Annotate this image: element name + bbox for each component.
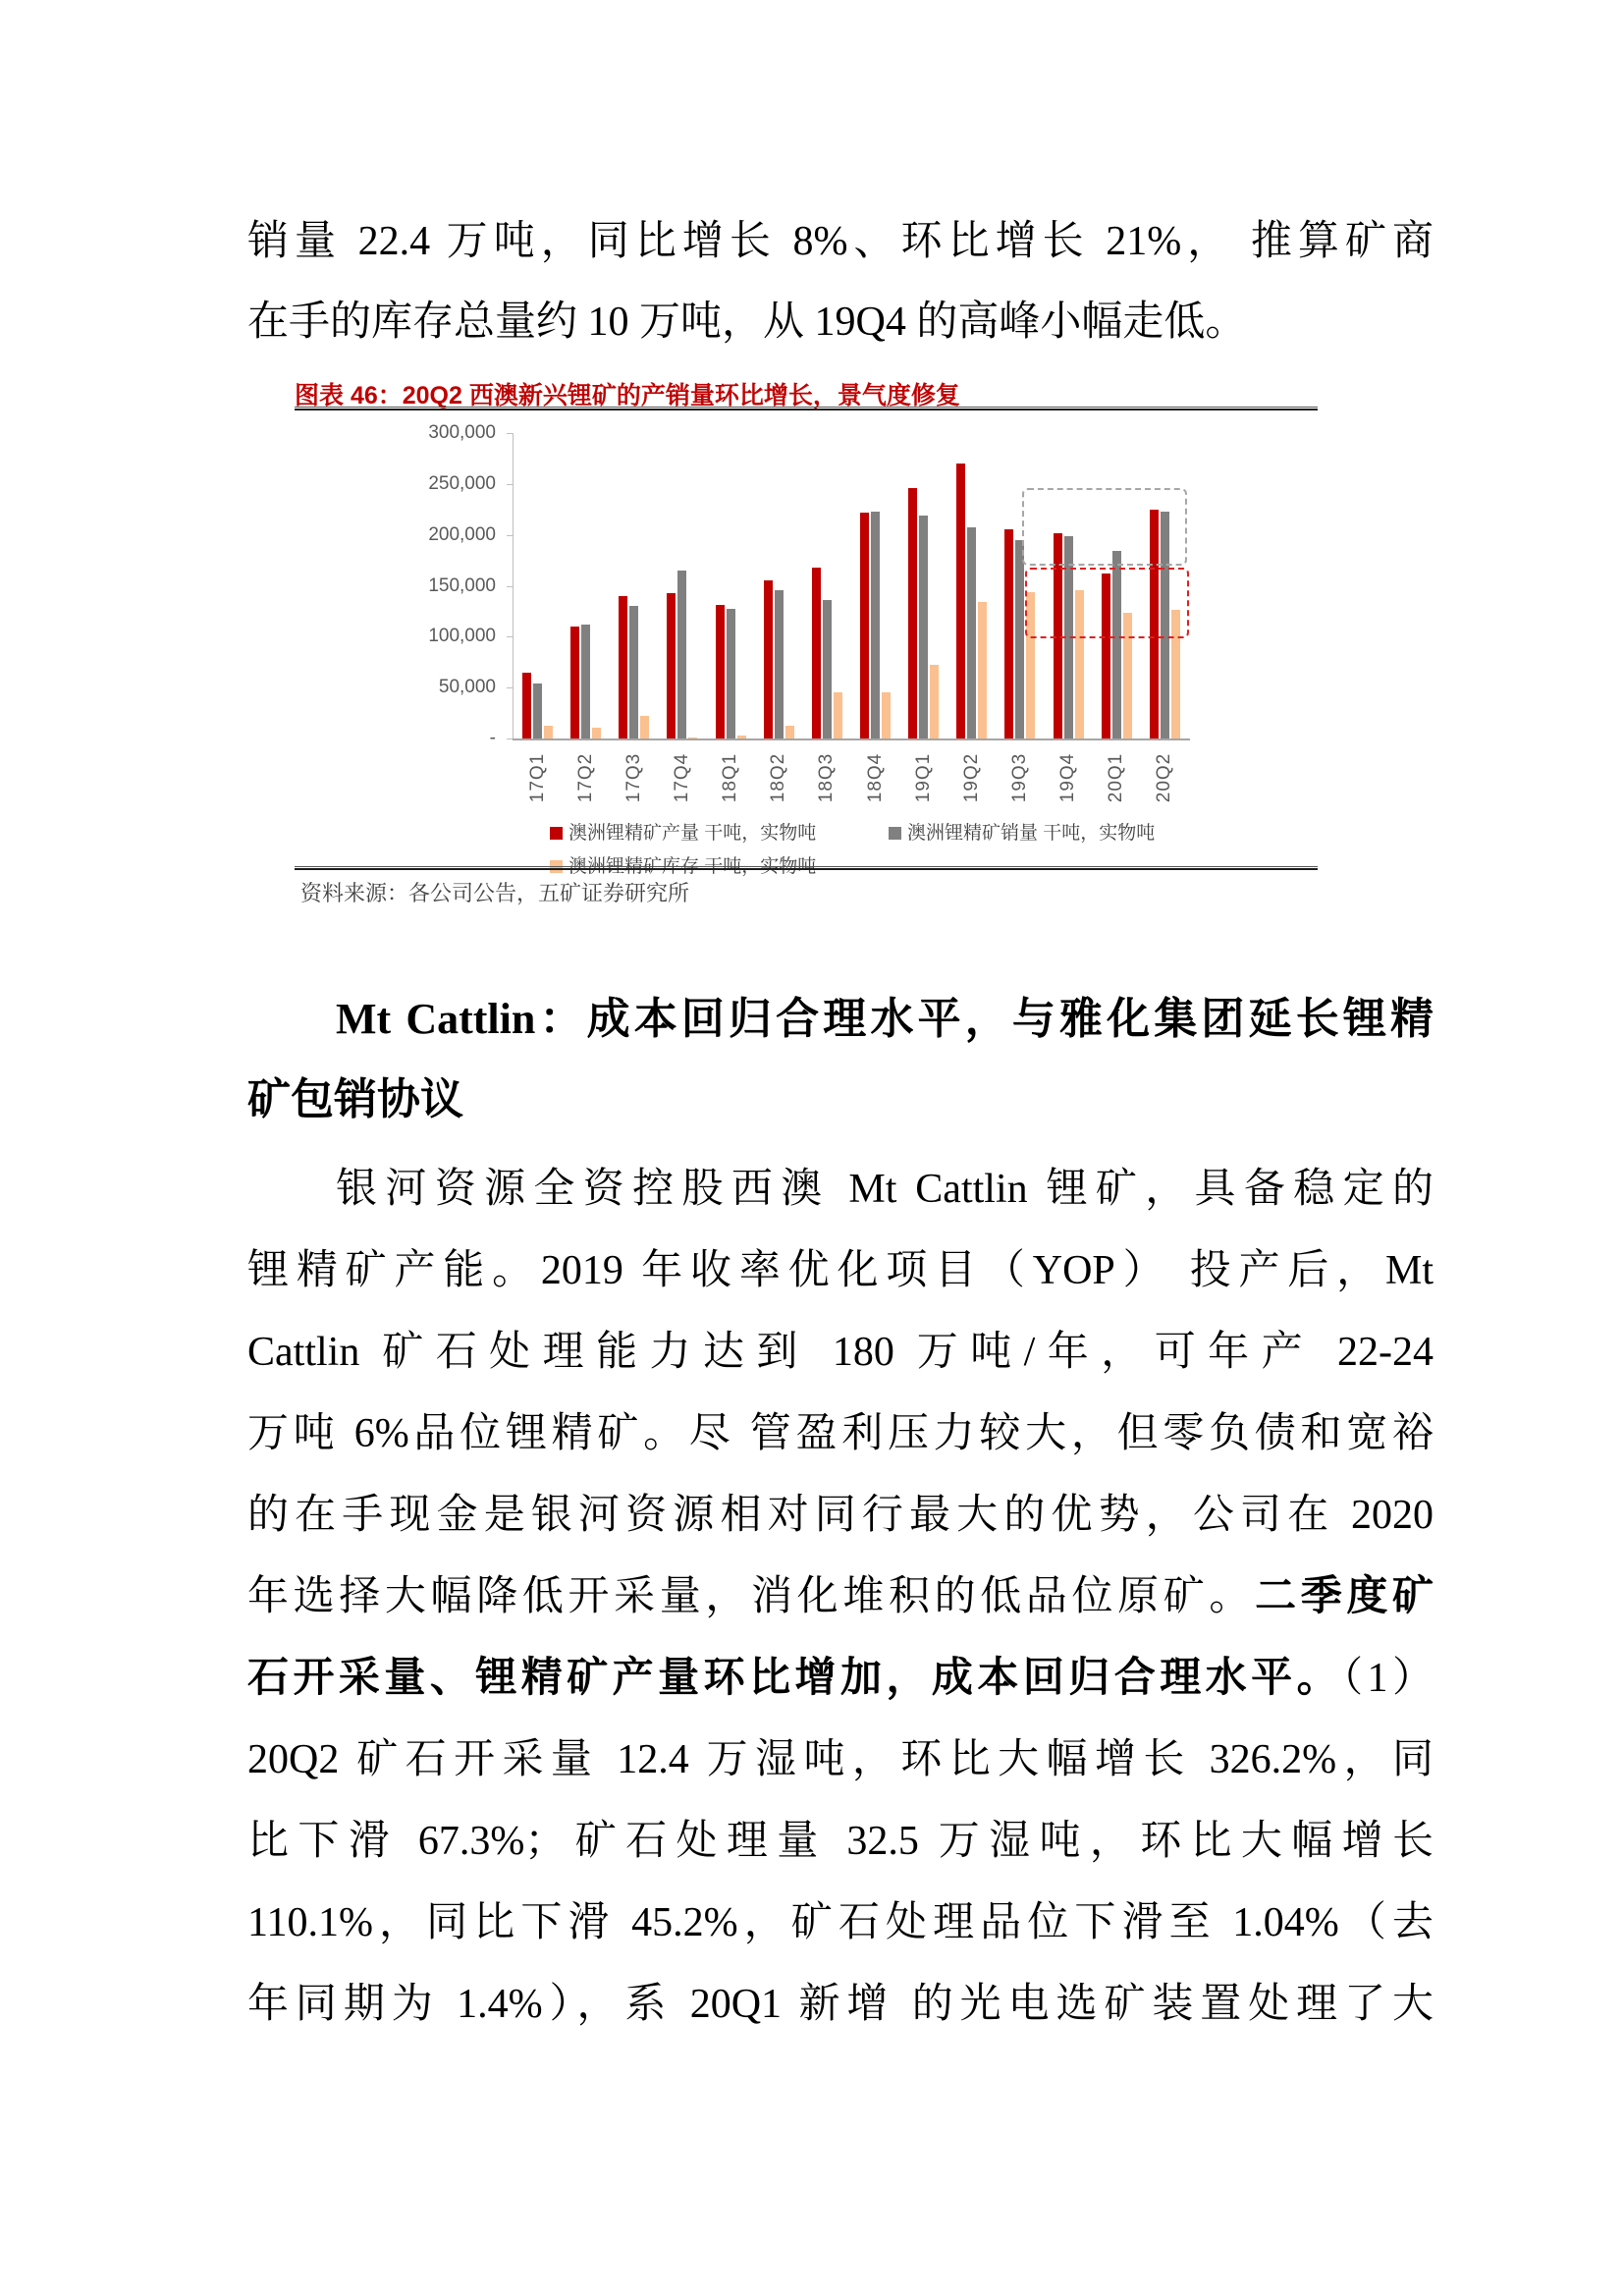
bar — [619, 596, 627, 738]
legend-label: 澳洲锂精矿销量 干吨，实物吨 — [907, 823, 1156, 844]
bar — [785, 726, 794, 738]
chart-canvas — [295, 412, 1318, 835]
bar — [967, 527, 976, 738]
x-axis-label: 19Q4 — [1057, 752, 1079, 803]
bar — [956, 464, 965, 738]
body-line: 的在手现金是银河资源相对同行最大的优势，公司在 2020 — [247, 1493, 1434, 1538]
figure-title: 图表 46：20Q2 西澳新兴锂矿的产销量环比增长，景气度修复 — [295, 382, 960, 410]
x-axis-labels — [514, 743, 1189, 812]
y-axis-tick-label: 250,000 — [428, 472, 496, 494]
bar-group — [803, 433, 851, 738]
x-axis-label: 17Q3 — [622, 752, 644, 803]
bar — [871, 512, 880, 738]
body-line: 比下滑 67.3%；矿石处理量 32.5 万湿吨，环比大幅增长 — [247, 1819, 1434, 1864]
bar — [544, 726, 553, 738]
body-line: 年选择大幅降低开采量，消化堆积的低品位原矿。二季度矿 — [247, 1574, 1434, 1619]
legend-label: 澳洲锂精矿产量 干吨，实物吨 — [568, 823, 817, 844]
legend-label: 澳洲锂精矿库存 干吨，实物吨 — [568, 856, 817, 877]
x-axis-line — [513, 738, 1190, 740]
bar — [1015, 540, 1024, 738]
x-axis-label: 19Q3 — [1008, 752, 1030, 803]
bar — [522, 673, 531, 738]
bar — [667, 593, 676, 738]
y-axis-tick-label: 200,000 — [428, 523, 496, 545]
y-axis-tick-label: 50,000 — [438, 677, 496, 698]
bar-group — [658, 433, 706, 738]
x-axis-label: 18Q3 — [816, 752, 838, 803]
bar — [1004, 529, 1013, 738]
bar-group — [562, 433, 610, 738]
bar-group — [851, 433, 899, 738]
x-axis-label: 20Q2 — [1154, 752, 1175, 803]
body-line: 万吨 6%品位锂精矿。尽 管盈利压力较大，但零负债和宽裕 — [247, 1411, 1434, 1456]
bar — [640, 716, 649, 738]
bar — [908, 488, 917, 738]
x-axis-label: 18Q1 — [720, 752, 741, 803]
bar — [677, 571, 686, 738]
bar — [727, 609, 735, 738]
bar — [716, 605, 725, 738]
bar-group — [514, 433, 562, 738]
paragraph-line: 在手的库存总量约 10 万吨，从 19Q4 的高峰小幅走低。 — [247, 300, 1247, 345]
bar — [533, 683, 542, 738]
x-axis-label: 18Q4 — [864, 752, 886, 803]
x-axis-label: 19Q2 — [960, 752, 982, 803]
bar — [775, 590, 784, 738]
body-line: 年同期为 1.4%），系 20Q1 新增 的光电选矿装置处理了大 — [247, 1982, 1434, 2027]
bar — [882, 692, 891, 738]
legend-swatch-sales — [889, 827, 901, 840]
section-heading-line: Mt Cattlin：成本回归合理水平，与雅化集团延长锂精 — [336, 995, 1434, 1043]
y-axis-tick-label: 100,000 — [428, 626, 496, 647]
x-axis-label: 17Q2 — [574, 752, 596, 803]
legend-swatch-production — [550, 827, 563, 840]
bar — [581, 625, 590, 738]
figure-bottom-rule — [295, 866, 1318, 870]
bar — [823, 600, 832, 738]
figure-top-rule — [295, 407, 1318, 410]
body-line: Cattlin 矿石处理能力达到 180 万吨/年，可年产 22-24 — [247, 1330, 1434, 1375]
body-line: 110.1%，同比下滑 45.2%，矿石处理品位下滑至 1.04%（去 — [247, 1900, 1434, 1945]
bar — [860, 513, 869, 738]
x-axis-label: 19Q1 — [912, 752, 934, 803]
body-line: 锂精矿产能。2019 年收率优化项目（YOP） 投产后，Mt — [247, 1248, 1434, 1293]
bar — [978, 602, 987, 738]
bar — [930, 665, 939, 738]
body-line: 银河资源全资控股西澳 Mt Cattlin 锂矿，具备稳定的 — [336, 1167, 1434, 1212]
bar-group — [755, 433, 803, 738]
bar-group — [899, 433, 947, 738]
bar — [592, 728, 601, 738]
bar — [764, 580, 773, 738]
figure-source: 资料来源：各公司公告，五矿证券研究所 — [300, 881, 690, 905]
legend-item-inventory — [550, 851, 816, 878]
legend-item-sales — [889, 818, 1155, 845]
body-line: 石开采量、锂精矿产量环比增加，成本回归合理水平。（1） — [247, 1656, 1434, 1701]
x-axis-label: 20Q1 — [1106, 752, 1127, 803]
y-axis-tick-label: 300,000 — [428, 422, 496, 443]
x-axis-label: 17Q4 — [671, 752, 692, 803]
annotation-box-red-dashed — [1025, 568, 1189, 638]
bar-group — [707, 433, 755, 738]
x-axis-label: 17Q1 — [526, 752, 548, 803]
bar — [834, 692, 842, 738]
bar-group — [610, 433, 658, 738]
paragraph-line: 销量 22.4 万吨，同比增长 8%、环比增长 21%， 推算矿商 — [247, 219, 1434, 264]
legend-item-production — [550, 818, 816, 845]
bar-group — [947, 433, 996, 738]
y-axis-tick-label: - — [489, 728, 496, 748]
x-axis-label: 18Q2 — [768, 752, 789, 803]
bar — [570, 627, 579, 738]
annotation-box-gray-dashed — [1022, 488, 1187, 566]
bar — [629, 606, 638, 738]
body-line: 20Q2 矿石开采量 12.4 万湿吨，环比大幅增长 326.2%，同 — [247, 1737, 1434, 1782]
bar — [812, 568, 821, 738]
bar — [919, 516, 928, 738]
section-heading-line: 矿包销协议 — [247, 1075, 463, 1123]
y-axis-tick-label: 150,000 — [428, 574, 496, 596]
